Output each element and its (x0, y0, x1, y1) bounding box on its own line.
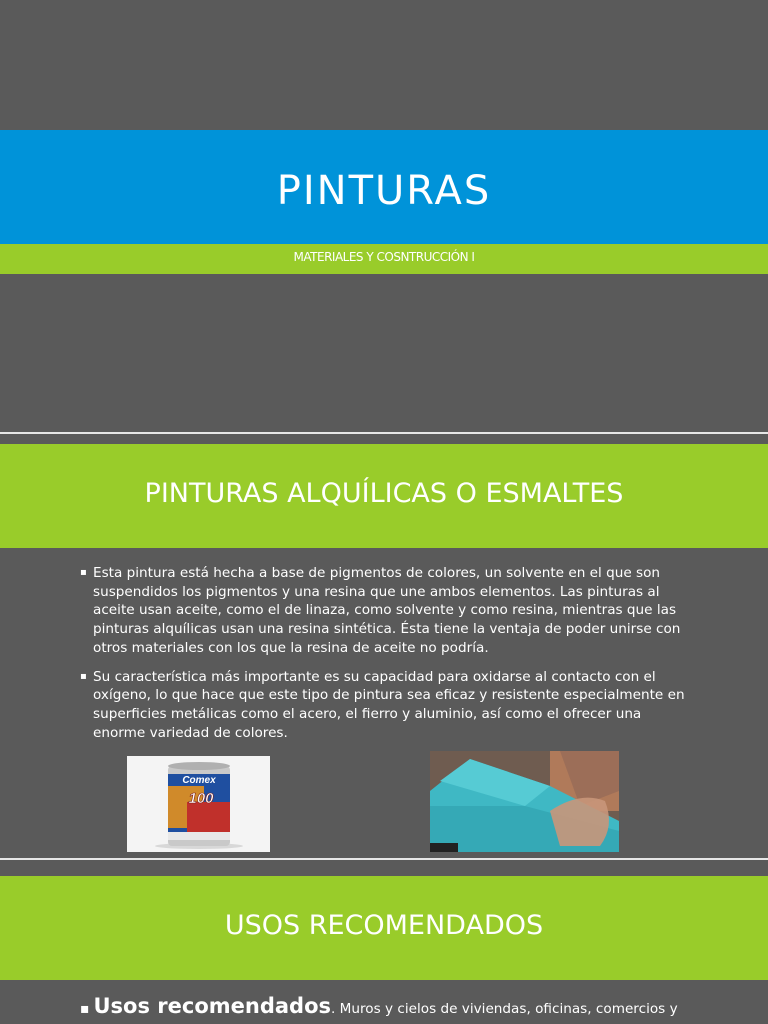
slide-title: PINTURAS (276, 168, 492, 214)
bullet-item (80, 564, 692, 658)
heading-band (0, 444, 768, 548)
alkyd-paint-slide (0, 434, 768, 858)
slide-subtitle: MATERIALES Y COSNTRUCCIÓN I (293, 250, 475, 264)
subtitle-band (0, 244, 768, 274)
slide-heading: USOS RECOMENDADOS (224, 910, 544, 941)
uses-text: . Muros y cielos de viviendas, oficinas, comercios y (331, 1001, 678, 1017)
bullet-icon: ▪ (80, 670, 87, 682)
heading-band (0, 876, 768, 980)
bullet-list (80, 564, 692, 752)
title-slide (0, 0, 768, 432)
paint-can-image (127, 756, 270, 852)
uses-slide (0, 860, 768, 1024)
can-brand: Comex (182, 775, 216, 786)
can-number: 100 (188, 790, 214, 807)
painted-metal-icon (430, 751, 619, 852)
bullet-icon: ▪ (80, 1001, 90, 1017)
bullet-text: Su característica más importante es su capacidad para oxidarse al contacto con el oxígeno, lo que hace que este tipo de pintura sea eficaz y resistente especialmente en superficies metálicas como el acero, el fierro y aluminio, así como el ofrecer una enorme variedad de colores. (93, 668, 685, 741)
bullet-icon: ▪ (80, 567, 87, 578)
uses-bullet (80, 994, 720, 1018)
bullet-text: Esta pintura está hecha a base de pigmentos de colores, un solvente en el que son suspendidos los pigmentos y una resina que une ambos elementos. Las pinturas al aceite usan aceite, como el de linaza, como solvente y como resina, mientras que las pinturas alquílicas usan una resina sintética. Ésta tiene la ventaja de poder unirse con otros materiales con los que la resina de aceite no podría. (93, 565, 681, 656)
paint-can-icon (127, 756, 270, 852)
uses-lead: Usos recomendados (93, 994, 332, 1018)
bullet-item (80, 668, 692, 743)
painted-metal-photo (430, 751, 619, 852)
title-band (0, 130, 768, 244)
slide-heading: PINTURAS ALQUÍLICAS O ESMALTES (144, 478, 624, 509)
